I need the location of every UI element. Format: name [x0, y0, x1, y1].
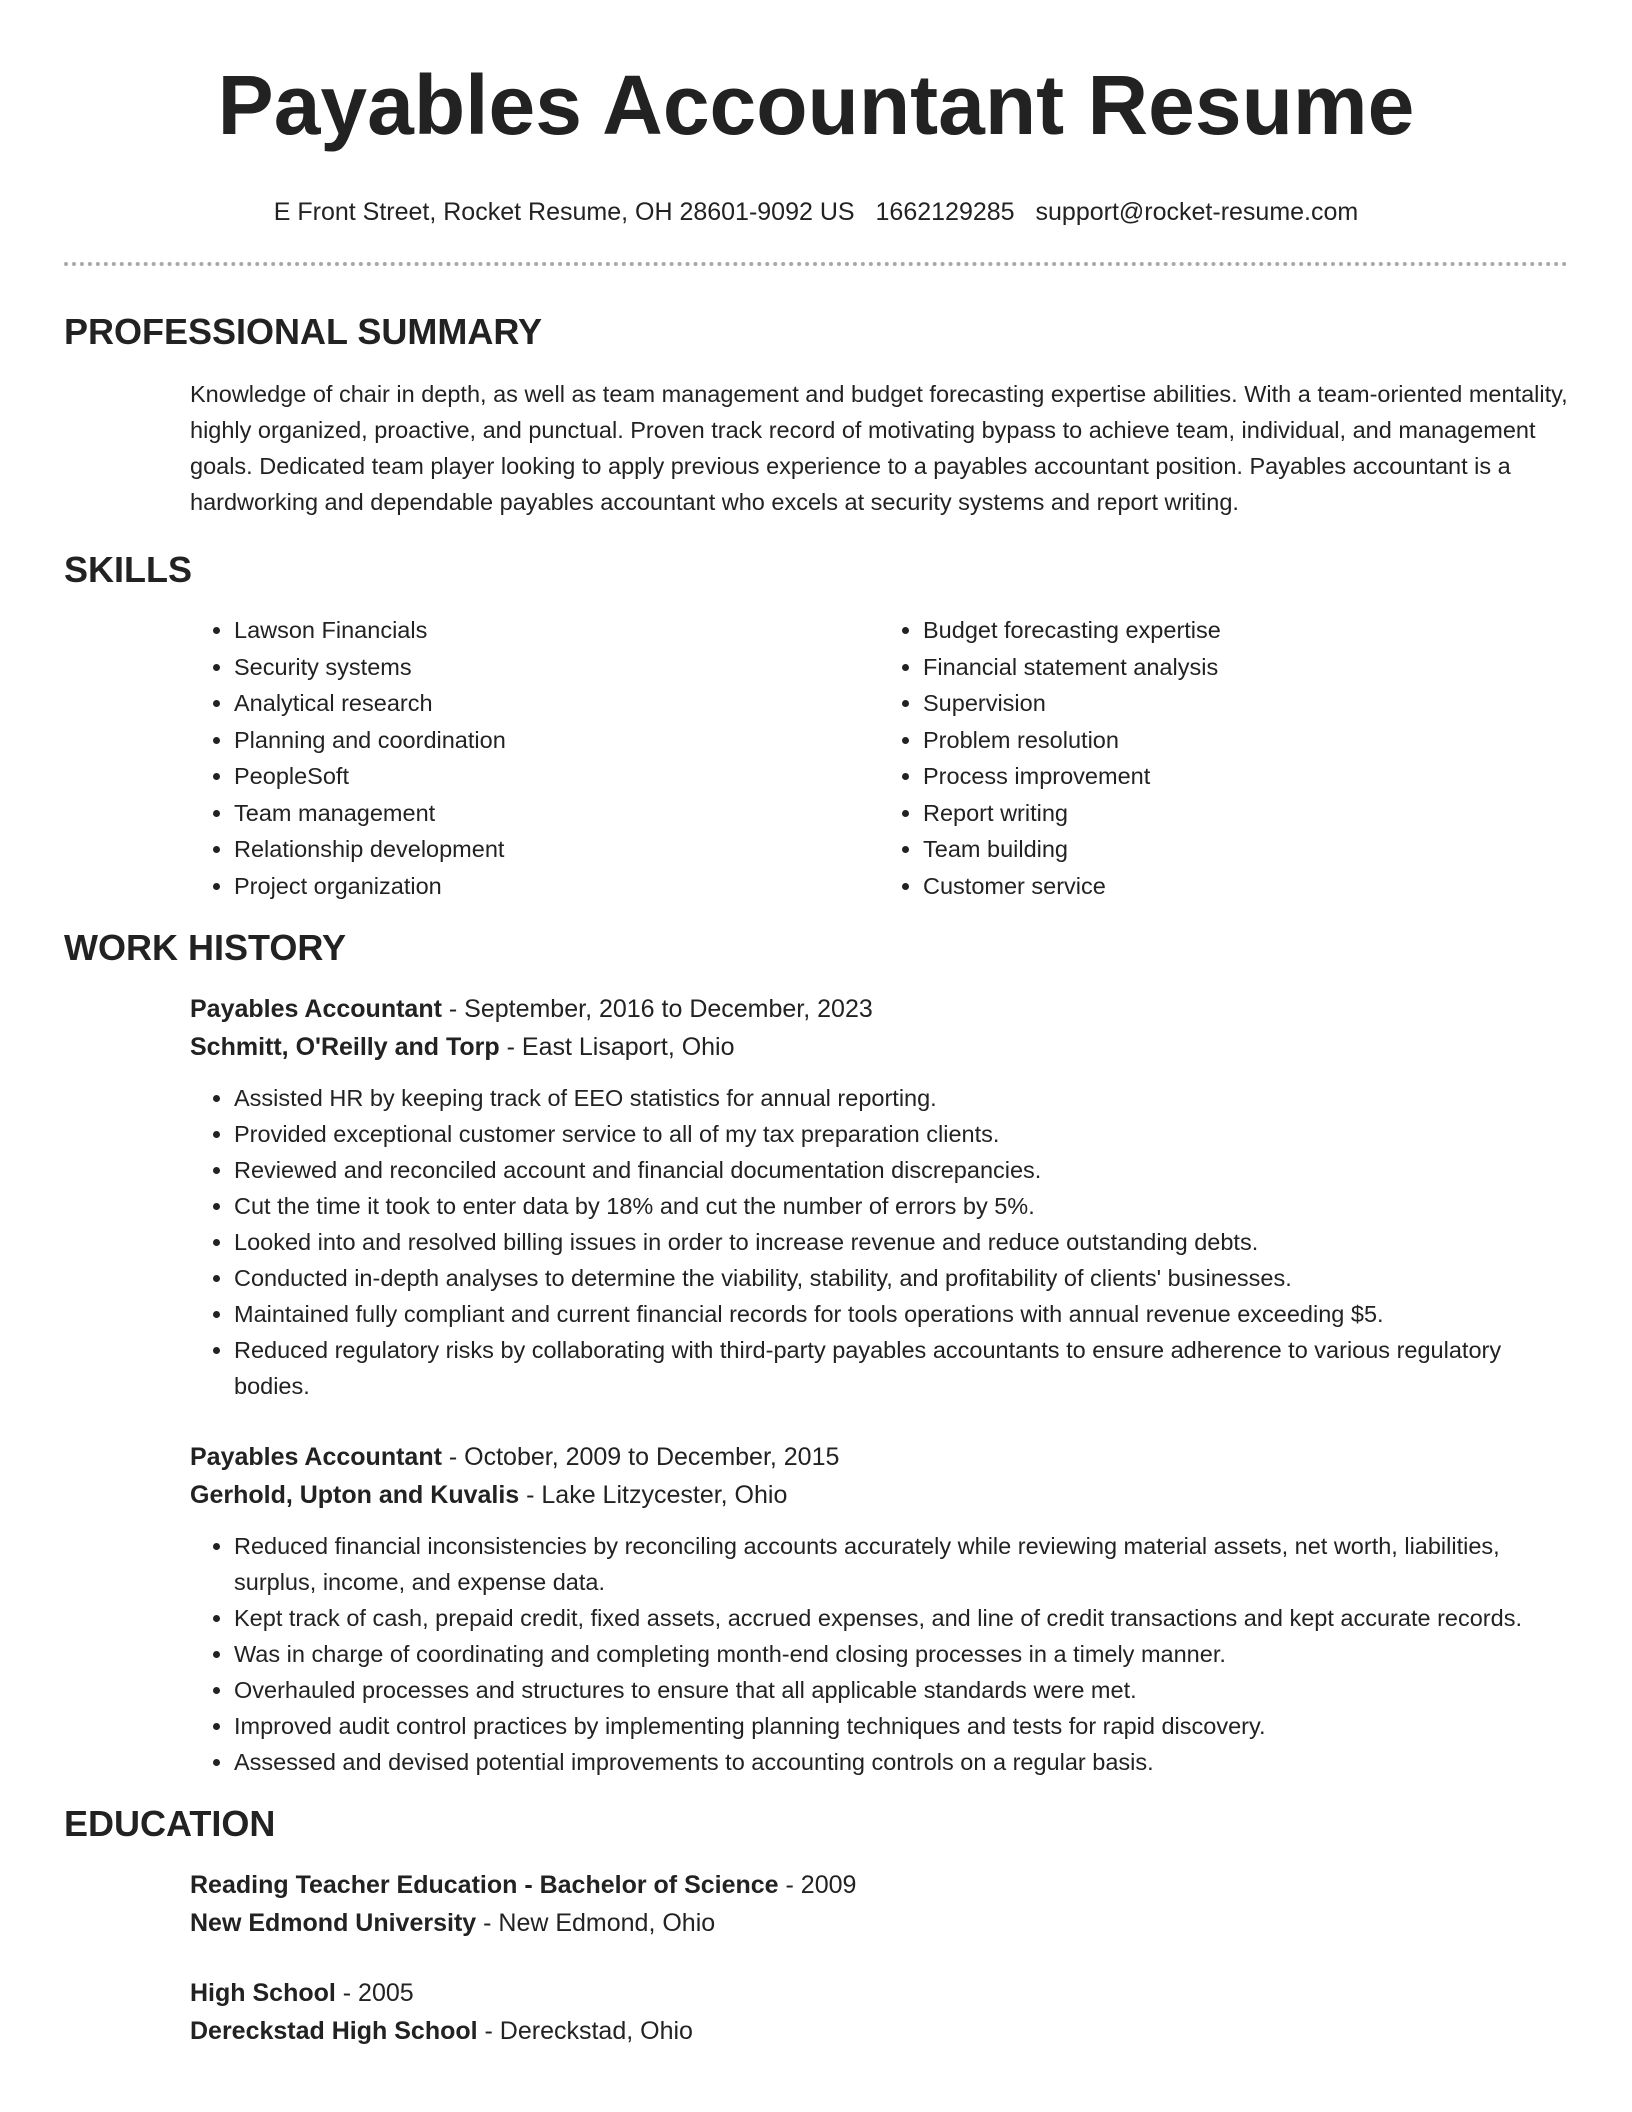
- skill-item: • Budget forecasting expertise: [923, 612, 1568, 649]
- skill-item: • Process improvement: [923, 758, 1568, 795]
- job-company-line: [190, 1028, 1568, 1066]
- job-bullets: [190, 1080, 1568, 1404]
- skills-column-left: [190, 612, 879, 904]
- job-title-line: [190, 990, 1568, 1028]
- job-bullet: • Conducted in-depth analyses to determine the viability, stability, and profitability of clients' businesses.: [234, 1260, 1568, 1296]
- section-skills: [64, 548, 1568, 904]
- section-heading: PROFESSIONAL SUMMARY: [64, 311, 543, 352]
- job-dates: - September, 2016 to December, 2023: [441, 995, 873, 1023]
- education-degree: High School: [190, 1979, 336, 2007]
- skill-item: • Planning and coordination: [234, 722, 879, 759]
- skill-item: • Lawson Financials: [234, 612, 879, 649]
- skill-item: • Supervision: [923, 685, 1568, 722]
- skill-item: • Security systems: [234, 649, 879, 686]
- job-bullet: • Kept track of cash, prepaid credit, fixed assets, accrued expenses, and line of credit transactions and kept accurate records.: [234, 1600, 1568, 1636]
- resume-page: [64, 0, 1568, 2050]
- job-location: - East Lisaport, Ohio: [499, 1033, 735, 1061]
- contact-email: support@rocket-resume.com: [1035, 198, 1359, 226]
- section-heading: SKILLS: [64, 549, 193, 590]
- education-entry: [190, 1866, 1568, 1942]
- job-company-line: [190, 1476, 1568, 1514]
- job-bullet: • Reduced regulatory risks by collaborating with third-party payables accountants to ensure adherence to various regulatory bodies.: [234, 1332, 1568, 1404]
- section-heading: WORK HISTORY: [64, 927, 347, 968]
- education-location: - New Edmond, Ohio: [476, 1909, 716, 1937]
- resume-title: Payables Accountant Resume: [217, 58, 1415, 152]
- contact-phone: 1662129285: [875, 198, 1015, 226]
- education-school: New Edmond University: [190, 1909, 477, 1937]
- skill-item: • Team management: [234, 795, 879, 832]
- job-entry: [190, 990, 1568, 1404]
- education-degree-line: [190, 1866, 1568, 1904]
- section-work-history: [64, 926, 1568, 1780]
- job-title: Payables Accountant: [190, 995, 442, 1023]
- skills-grid: [190, 612, 1568, 904]
- job-company: Gerhold, Upton and Kuvalis: [190, 1481, 520, 1509]
- skill-item: • Team building: [923, 831, 1568, 868]
- skill-item: • PeopleSoft: [234, 758, 879, 795]
- job-bullet: • Assisted HR by keeping track of EEO statistics for annual reporting.: [234, 1080, 1568, 1116]
- skills-column-right: [879, 612, 1568, 904]
- skill-item: • Financial statement analysis: [923, 649, 1568, 686]
- job-bullet: • Provided exceptional customer service to all of my tax preparation clients.: [234, 1116, 1568, 1152]
- contact-address: E Front Street, Rocket Resume, OH 28601-9092 US: [273, 198, 855, 226]
- section-education: [64, 1802, 1568, 2050]
- summary-text: Knowledge of chair in depth, as well as team management and budget forecasting expertise abilities. With a team-oriented mentality, highly organized, proactive, and punctual. Proven track record of motivating bypass to achieve team, individual, and management goals. Dedicated team player looking to apply previous experience to a payables accountant position. Payables accountant is a hardworking and dependable payables accountant who excels at security systems and report writing.: [190, 381, 1568, 515]
- job-title-line: [190, 1438, 1568, 1476]
- job-entry: [190, 1438, 1568, 1780]
- education-entry: [190, 1974, 1568, 2050]
- skill-item: • Problem resolution: [923, 722, 1568, 759]
- header-divider: [64, 262, 1568, 266]
- job-bullet: • Maintained fully compliant and current financial records for tools operations with annual revenue exceeding $5.: [234, 1296, 1568, 1332]
- education-school-line: [190, 2012, 1568, 2050]
- education-year: - 2005: [335, 1979, 414, 2007]
- job-bullet: • Reduced financial inconsistencies by reconciling accounts accurately while reviewing material assets, net worth, liabilities, surplus, income, and expense data.: [234, 1528, 1568, 1600]
- job-bullet: • Improved audit control practices by implementing planning techniques and tests for rapid discovery.: [234, 1708, 1568, 1744]
- skill-item: • Relationship development: [234, 831, 879, 868]
- job-bullet: • Looked into and resolved billing issues in order to increase revenue and reduce outstanding debts.: [234, 1224, 1568, 1260]
- skill-item: • Project organization: [234, 868, 879, 905]
- job-bullet: • Assessed and devised potential improvements to accounting controls on a regular basis.: [234, 1744, 1568, 1780]
- job-company: Schmitt, O'Reilly and Torp: [190, 1033, 500, 1061]
- job-bullet: • Cut the time it took to enter data by 18% and cut the number of errors by 5%.: [234, 1188, 1568, 1224]
- contact-line: [64, 196, 1568, 228]
- education-degree: Reading Teacher Education - Bachelor of Science: [190, 1871, 779, 1899]
- section-professional-summary: [64, 310, 1568, 520]
- section-heading: EDUCATION: [64, 1803, 276, 1844]
- skill-item: • Customer service: [923, 868, 1568, 905]
- education-school-line: [190, 1904, 1568, 1942]
- job-bullet: • Reviewed and reconciled account and financial documentation discrepancies.: [234, 1152, 1568, 1188]
- education-year: - 2009: [778, 1871, 857, 1899]
- job-bullets: [190, 1528, 1568, 1780]
- job-dates: - October, 2009 to December, 2015: [441, 1443, 840, 1471]
- job-bullet: • Overhauled processes and structures to ensure that all applicable standards were met.: [234, 1672, 1568, 1708]
- education-school: Dereckstad High School: [190, 2017, 478, 2045]
- skill-item: • Report writing: [923, 795, 1568, 832]
- education-location: - Dereckstad, Ohio: [477, 2017, 693, 2045]
- job-location: - Lake Litzycester, Ohio: [519, 1481, 788, 1509]
- skill-item: • Analytical research: [234, 685, 879, 722]
- job-bullet: • Was in charge of coordinating and completing month-end closing processes in a timely manner.: [234, 1636, 1568, 1672]
- education-degree-line: [190, 1974, 1568, 2012]
- job-title: Payables Accountant: [190, 1443, 442, 1471]
